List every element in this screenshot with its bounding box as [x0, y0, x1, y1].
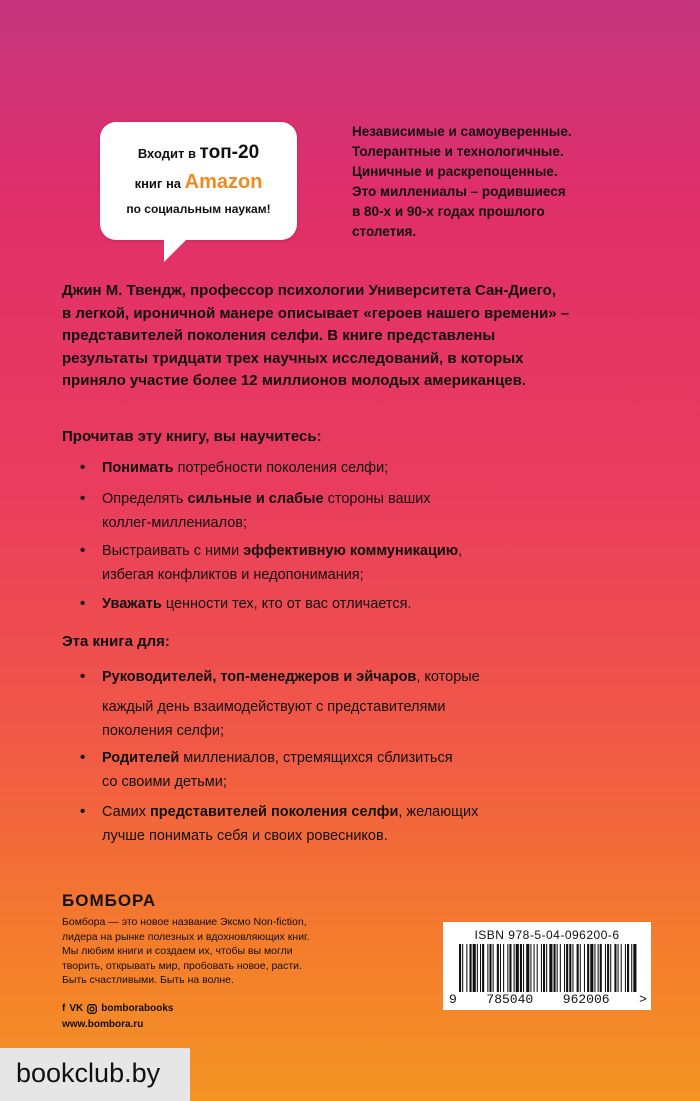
publisher-about: Бомбора — это новое название Эксмо Non-fiction, лидера на рынке полезных и вдохновляющих книг. Мы любим книги и создаем их, чтобы вы могли творить, открывать мир, пробовать новое, расти. Быть счастливыми. Быть на волне.	[62, 916, 310, 987]
list-item: • Уважать ценности тех, кто от вас отличается.	[82, 592, 411, 616]
isbn-label: ISBN 978-5-04-096200-6	[474, 928, 620, 942]
learn-heading: Прочитав эту книгу, вы научитесь:	[62, 428, 322, 445]
isbn-barcode	[443, 922, 651, 1010]
watermark: bookclub.by	[0, 1048, 190, 1101]
audience-heading: Эта книга для:	[62, 633, 170, 650]
list-item: • Понимать потребности поколения селфи;	[82, 456, 388, 480]
list-item: • Руководителей, топ-менеджеров и эйчаров, которые каждый день взаимодействуют с представителями поколения селфи;	[82, 665, 480, 743]
intro-text: Независимые и самоуверенные. Толерантные и технологичные. Циничные и раскрепощенные. Это миллениалы – родившиеся в 80-х и 90-х годах прошлого столетия.	[352, 124, 572, 239]
publisher-logo: БОМБОРА	[62, 891, 157, 910]
speech-bubble-badge	[100, 122, 297, 240]
instagram-icon	[87, 1004, 97, 1014]
social-handle: bomborabooks	[101, 1003, 174, 1014]
bubble-line-3: по социальным наукам!	[126, 202, 271, 216]
list-item: • Выстраивать с ними эффективную коммуникацию, избегая конфликтов и недопонимания;	[82, 539, 462, 587]
barcode-icon	[459, 944, 637, 992]
description-paragraph: Джин М. Твендж, профессор психологии Университета Сан-Диего, в легкой, ироничной манере описывает «героев нашего времени» – представителей поколения селфи. В книге представлены результаты тридцати трех научных исследований, в которых приняло участие более 12 миллионов молодых американцев.	[62, 282, 570, 389]
social-links	[62, 1003, 173, 1014]
website-link: www.bombora.ru	[62, 1019, 144, 1030]
list-item: • Самих представителей поколения селфи, желающих лучше понимать себя и своих ровесников.	[82, 800, 478, 848]
vk-icon: VK	[69, 1003, 84, 1014]
list-item: • Определять сильные и слабые стороны ваших коллег-миллениалов;	[82, 487, 431, 535]
bubble-line-1: Входит в топ-20	[137, 142, 260, 163]
isbn-digits: 9 785040 962006 >	[449, 992, 647, 1007]
facebook-icon: f	[62, 1003, 66, 1014]
bubble-line-2: книг на Amazon	[134, 171, 263, 193]
amazon-text: Amazon	[184, 171, 263, 193]
list-item: • Родителей миллениалов, стремящихся сблизиться со своими детьми;	[82, 746, 453, 794]
